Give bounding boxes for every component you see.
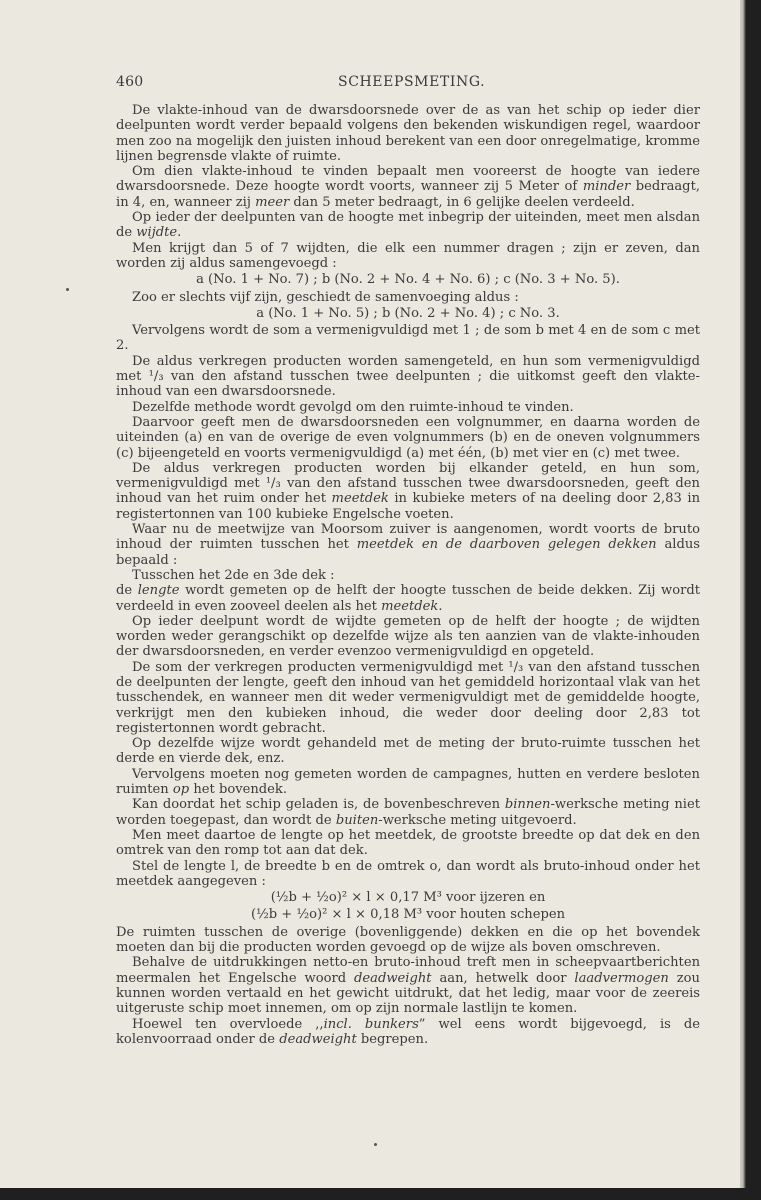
formula: (½b + ½o)² × l × 0,18 M³ voor houten schepen — [250, 907, 566, 923]
running-title: SCHEEPSMETING. — [338, 74, 486, 90]
formula: (½b + ½o)² × l × 0,17 M³ voor ijzeren en — [270, 890, 546, 906]
scan-border-right — [740, 0, 761, 1200]
paragraph: Op ieder der deelpunten van de hoogte met inbegrip der uiteinden, meet men alsdan de wijdte. — [116, 210, 700, 241]
paragraph: Hoewel ten overvloede ,,incl. bunkers” wel eens wordt bijgevoegd, is de kolenvoorraad onder de deadweight begrepen. — [116, 1016, 700, 1047]
page-body — [116, 103, 700, 1047]
paragraph: De aldus verkregen producten worden samengeteld, en hun som vermenigvuldigd met ¹/₃ van den afstand tusschen twee deelpunten ; die uitkomst geeft den vlakte-inhoud van een dwarsdoorsnede. — [116, 353, 700, 400]
scan-border-bottom — [0, 1188, 761, 1200]
formula: a (No. 1 + No. 7) ; b (No. 2 + No. 4 + No. 6) ; c (No. 3 + No. 5). — [196, 272, 620, 288]
paragraph: De ruimten tusschen de overige (bovenliggende) dekken en die op het bovendek moeten dan bij die producten worden gevoegd op de wijze als boven omschreven. — [116, 924, 700, 956]
paragraph: Waar nu de meetwijze van Moorsom zuiver is aangenomen, wordt voorts de bruto inhoud der ruimten tusschen het meetdek en de daarboven gelegen dekken aldus bepaald : — [116, 522, 700, 568]
paragraph: Op ieder deelpunt wordt de wijdte gemeten op de helft der hoogte ; de wijdten worden weder gerangschikt op dezelfde wijze als ten aanzien van de vlakte-inhouden der dwarsdoorsneden, en verder evenzoo vermenigvuldigd en opgeteld. — [116, 613, 700, 660]
paragraph: Kan doordat het schip geladen is, de bovenbeschreven binnen-werksche meting niet worden toegepast, dan wordt de buiten-werksche meting uitgevoerd. — [116, 797, 700, 828]
print-speck — [374, 1143, 377, 1146]
paragraph: De vlakte-inhoud van de dwarsdoorsnede over de as van het schip op ieder dier deelpunten wordt verder bepaald volgens den bekenden wiskundigen regel, waardoor men zoo na mogelijk den juisten inhoud berekent van een door onregelmatige, kromme lijnen begrensde vlakte of ruimte. — [116, 103, 700, 164]
paragraph: De som der verkregen producten vermenigvuldigd met ¹/₃ van den afstand tusschen de deelpunten der lengte, geeft den inhoud van het gemiddeld horizontaal vlak van het tusschendek, en wanneer men dit weder vermenigvuldigt met de gemiddelde hoogte, verkrijgt men den kubieken inhoud, die weder door deeling door 2,83 tot registertonnen wordt gebracht. — [116, 659, 700, 736]
paragraph: Tusschen het 2de en 3de dek : — [132, 567, 335, 583]
paragraph: Zoo er slechts vijf zijn, geschiedt de samenvoeging aldus : — [132, 289, 519, 305]
paragraph: Dezelfde methode wordt gevolgd om den ruimte-inhoud te vinden. — [132, 399, 574, 415]
paragraph: Om dien vlakte-inhoud te vinden bepaalt men vooreerst de hoogte van iedere dwarsdoorsnede. Deze hoogte wordt voorts, wanneer zij 5 Meter of minder bedraagt, in 4, en, wanneer zij meer dan 5 meter bedraagt, in 6 gelijke deelen verdeeld. — [116, 164, 700, 210]
paragraph: Vervolgens moeten nog gemeten worden de campagnes, hutten en verdere besloten ruimten op het bovendek. — [116, 766, 700, 798]
paragraph: Behalve de uitdrukkingen netto-en bruto-inhoud treft men in scheepvaartberichten meermalen het Engelsche woord deadweight aan, hetwelk door laadvermogen zou kunnen worden vertaald en het gewicht uitdrukt, dat het ledig, maar voor de zeereis uitgeruste schip moet innemen, om op zijn normale lastlijn te komen. — [116, 955, 700, 1017]
paragraph: Men krijgt dan 5 of 7 wijdten, die elk een nummer dragen ; zijn er zeven, dan worden zij aldus samengevoegd : — [116, 240, 700, 271]
paragraph: Daarvoor geeft men de dwarsdoorsneden een volgnummer, en daarna worden de uiteinden (a) en van de overige de even volgnummers (b) en de oneven volgnummers (c) bijeengeteld en voorts vermenigvuldigd (a) met één, (b) met vier en (c) met twee. — [116, 414, 700, 461]
paragraph: Vervolgens wordt de som a vermenigvuldigd met 1 ; de som b met 4 en de som c met 2. — [116, 323, 700, 354]
paragraph: De aldus verkregen producten worden bij elkander geteld, en hun som, vermenigvuldigd met ¹/₃ van den afstand tusschen twee dwarsdoorsneden, geeft den inhoud van het ruim onder het meetdek in kubieke meters of na deeling door 2,83 in registertonnen van 100 kubieke Engelsche voeten. — [116, 460, 701, 522]
page-header — [116, 74, 700, 92]
paragraph: Men meet daartoe de lengte op het meetdek, de grootste breedte op dat dek en den omtrek van den romp tot aan dat dek. — [116, 827, 700, 859]
page-number: 460 — [116, 74, 144, 90]
formula: a (No. 1 + No. 5) ; b (No. 2 + No. 4) ; c No. 3. — [256, 305, 560, 321]
print-speck — [66, 288, 69, 291]
paragraph: de lengte wordt gemeten op de helft der hoogte tusschen de beide dekken. Zij wordt verdeeld in even zooveel deelen als het meetdek. — [116, 583, 700, 614]
paragraph: Stel de lengte l, de breedte b en de omtrek o, dan wordt als bruto-inhoud onder het meetdek aangegeven : — [116, 858, 700, 889]
paragraph: Op dezelfde wijze wordt gehandeld met de meting der bruto-ruimte tusschen het derde en vierde dek, enz. — [116, 736, 700, 767]
